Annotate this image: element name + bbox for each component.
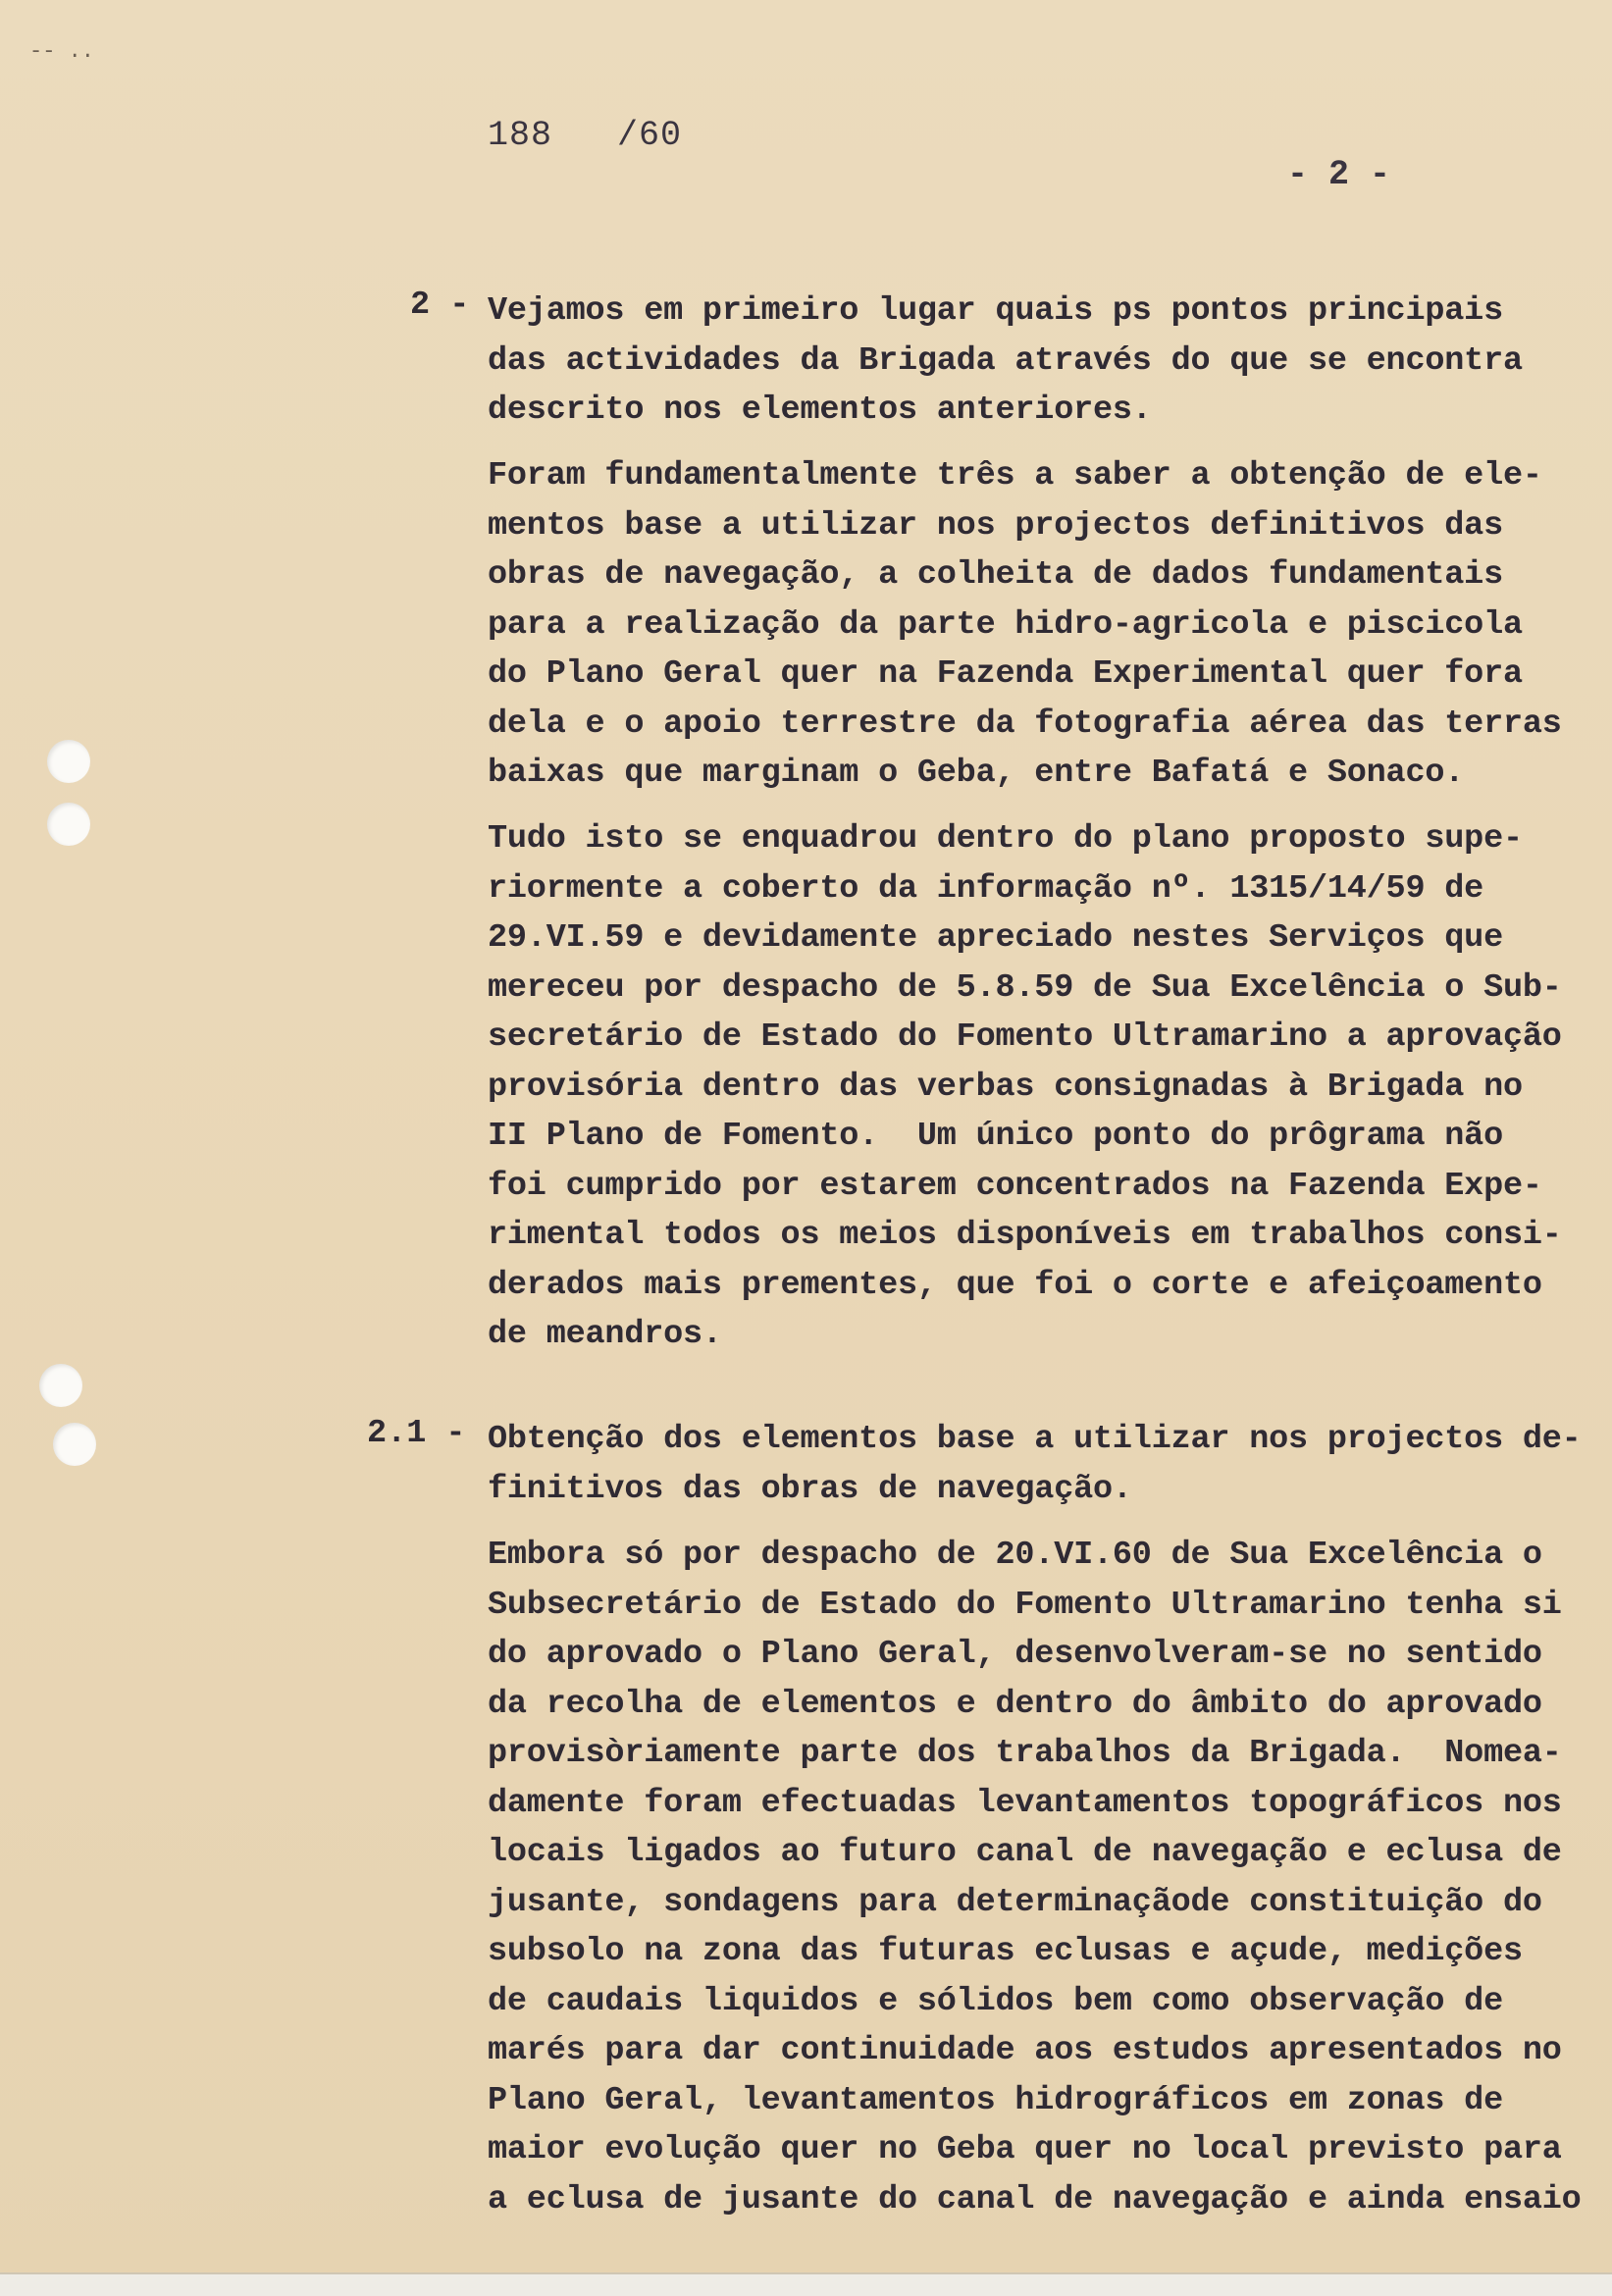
file-reference-number: 188 /60 — [488, 116, 683, 155]
text-line: secretário de Estado do Fomento Ultramarino a aprovação — [488, 1018, 1562, 1056]
text-line: locais ligados ao futuro canal de navegação e eclusa de — [488, 1834, 1562, 1871]
paragraph — [488, 814, 1596, 1360]
text-line: do Plano Geral quer na Fazenda Experimental quer fora — [488, 655, 1523, 693]
text-line: Embora só por despacho de 20.VI.60 de Sua Excelência o — [488, 1537, 1542, 1574]
punch-hole — [47, 803, 90, 846]
paragraph — [488, 1531, 1596, 2224]
text-line: a eclusa de jusante do canal de navegação e ainda ensaio — [488, 2180, 1582, 2218]
page-bottom-edge — [0, 2272, 1612, 2296]
text-line: subsolo na zona das futuras eclusas e açude, medições — [488, 1933, 1523, 1970]
paragraph — [488, 1415, 1596, 1514]
section-number: 2.1 - — [367, 1415, 466, 1452]
text-line: marés para dar continuidade aos estudos apresentados no — [488, 2032, 1562, 2069]
section-number: 2 - — [410, 287, 470, 324]
text-line: rimental todos os meios disponíveis em trabalhos consi- — [488, 1217, 1562, 1254]
text-line: derados mais prementes, que foi o corte e afeiçoamento — [488, 1266, 1542, 1304]
text-line: damente foram efectuadas levantamentos topográficos nos — [488, 1784, 1562, 1822]
text-line: maior evolução quer no Geba quer no local previsto para — [488, 2131, 1562, 2168]
text-line: Plano Geral, levantamentos hidrográficos em zonas de — [488, 2081, 1503, 2119]
text-line: obras de navegação, a colheita de dados fundamentais — [488, 556, 1503, 594]
text-line: provisòriamente parte dos trabalhos da Brigada. Nomea- — [488, 1735, 1562, 1772]
text-line: baixas que marginam o Geba, entre Bafatá e Sonaco. — [488, 755, 1465, 792]
text-line: descrito nos elementos anteriores. — [488, 391, 1152, 429]
punch-hole — [47, 740, 90, 783]
paragraph — [488, 287, 1596, 436]
text-line: 29.VI.59 e devidamente apreciado nestes Serviços que — [488, 919, 1503, 957]
text-line: Tudo isto se enquadrou dentro do plano proposto supe- — [488, 820, 1523, 858]
text-line: dela e o apoio terrestre da fotografia aérea das terras — [488, 704, 1562, 743]
text-line: mereceu por despacho de 5.8.59 de Sua Excelência o Sub- — [488, 968, 1562, 1007]
text-line: foi cumprido por estarem concentrados na Fazenda Expe- — [488, 1167, 1542, 1205]
text-line: Subsecretário de Estado do Fomento Ultramarino tenha si — [488, 1586, 1562, 1624]
text-line: finitivos das obras de navegação. — [488, 1470, 1132, 1508]
text-line: de meandros. — [488, 1316, 722, 1353]
text-line: do aprovado o Plano Geral, desenvolveram-se no sentido — [488, 1636, 1542, 1673]
text-line: mentos base a utilizar nos projectos definitivos das — [488, 506, 1503, 545]
text-line: de caudais liquidos e sólidos bem como observação de — [488, 1982, 1503, 2020]
text-line: para a realização da parte hidro-agricola e piscicola — [488, 605, 1523, 644]
text-line: II Plano de Fomento. Um único ponto do prôgrama não — [488, 1118, 1503, 1155]
text-line: Vejamos em primeiro lugar quais ps pontos principais — [488, 292, 1503, 330]
text-line: riormente a coberto da informação nº. 1315/14/59 de — [488, 869, 1484, 908]
punch-hole — [53, 1423, 96, 1466]
page-number: - 2 - — [1287, 155, 1391, 194]
text-line: provisória dentro das verbas consignadas à Brigada no — [488, 1068, 1523, 1106]
text-line: jusante, sondagens para determinaçãode constituição do — [488, 1883, 1542, 1921]
punch-hole — [39, 1364, 82, 1407]
text-line: Foram fundamentalmente três a saber a obtenção de ele- — [488, 457, 1542, 495]
text-line: da recolha de elementos e dentro do âmbito do aprovado — [488, 1685, 1542, 1723]
paper-smudge-mark: -- .. — [29, 39, 95, 64]
text-line: das actividades da Brigada através do que se encontra — [488, 341, 1523, 380]
text-line: Obtenção dos elementos base a utilizar nos projectos de- — [488, 1421, 1582, 1458]
paragraph — [488, 451, 1596, 799]
